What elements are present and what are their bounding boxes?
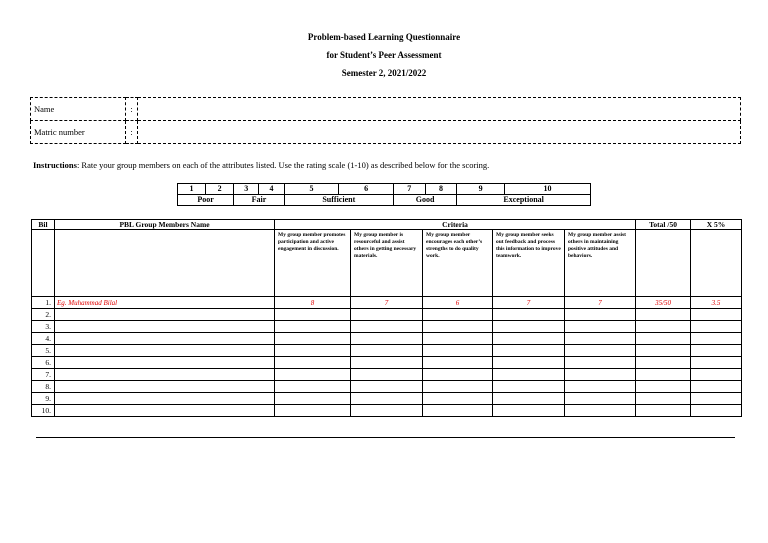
criteria-5-score[interactable]: 7 bbox=[565, 297, 636, 309]
scale-label-poor: Poor bbox=[178, 195, 234, 206]
criteria-4-score[interactable] bbox=[493, 393, 565, 405]
scale-number: 5 bbox=[284, 184, 339, 195]
member-name-cell[interactable] bbox=[55, 393, 275, 405]
table-row bbox=[32, 405, 742, 417]
criteria-5-description: My group member assist others in maintaining positive attitudes and behaviors. bbox=[565, 230, 636, 297]
criteria-5-score[interactable] bbox=[565, 345, 636, 357]
scale-label-good: Good bbox=[393, 195, 456, 206]
title-line-1: Problem-based Learning Questionnaire bbox=[307, 32, 461, 42]
criteria-1-score[interactable] bbox=[275, 333, 351, 345]
total-score[interactable] bbox=[636, 345, 691, 357]
criteria-2-score[interactable] bbox=[351, 393, 423, 405]
member-name-cell[interactable] bbox=[55, 321, 275, 333]
table-row bbox=[32, 297, 742, 309]
member-name-cell[interactable] bbox=[55, 405, 275, 417]
criteria-5-score[interactable] bbox=[565, 357, 636, 369]
criteria-3-score[interactable] bbox=[423, 321, 493, 333]
row-number: 2. bbox=[32, 309, 55, 321]
criteria-3-score[interactable] bbox=[423, 369, 493, 381]
bil-header: Bil bbox=[32, 220, 55, 230]
scale-label-sufficient: Sufficient bbox=[284, 195, 393, 206]
total-score[interactable] bbox=[636, 369, 691, 381]
row-number: 9. bbox=[32, 393, 55, 405]
total-score[interactable] bbox=[636, 357, 691, 369]
criteria-2-score[interactable] bbox=[351, 321, 423, 333]
row-number: 1. bbox=[32, 297, 55, 309]
colon: : bbox=[126, 121, 138, 144]
row-number: 8. bbox=[32, 381, 55, 393]
weighted-score[interactable] bbox=[691, 333, 742, 345]
criteria-3-score[interactable] bbox=[423, 393, 493, 405]
member-name-cell[interactable] bbox=[55, 381, 275, 393]
row-number: 10. bbox=[32, 405, 55, 417]
criteria-5-score[interactable] bbox=[565, 381, 636, 393]
scale-number: 3 bbox=[234, 184, 259, 195]
criteria-4-score[interactable] bbox=[493, 381, 565, 393]
criteria-4-score[interactable] bbox=[493, 345, 565, 357]
criteria-1-score[interactable]: 8 bbox=[275, 297, 351, 309]
total-score[interactable] bbox=[636, 333, 691, 345]
criteria-3-score[interactable] bbox=[423, 309, 493, 321]
criteria-5-score[interactable] bbox=[565, 405, 636, 417]
table-row bbox=[32, 357, 742, 369]
scale-number: 2 bbox=[206, 184, 234, 195]
criteria-1-score[interactable] bbox=[275, 357, 351, 369]
empty-cell bbox=[55, 230, 275, 297]
total-score[interactable] bbox=[636, 393, 691, 405]
total-score[interactable] bbox=[636, 321, 691, 333]
total-header: Total /50 bbox=[636, 220, 691, 230]
title-line-3: Semester 2, 2021/2022 bbox=[341, 68, 427, 78]
criteria-2-score[interactable] bbox=[351, 357, 423, 369]
criteria-1-score[interactable] bbox=[275, 321, 351, 333]
table-row bbox=[32, 321, 742, 333]
weighted-score[interactable] bbox=[691, 369, 742, 381]
member-name-cell[interactable] bbox=[55, 345, 275, 357]
weighted-score[interactable] bbox=[691, 405, 742, 417]
weighted-score[interactable] bbox=[691, 381, 742, 393]
name-field[interactable] bbox=[138, 98, 741, 121]
criteria-4-score[interactable] bbox=[493, 357, 565, 369]
empty-cell bbox=[32, 230, 55, 297]
name-row bbox=[31, 98, 741, 121]
weighted-score[interactable] bbox=[691, 345, 742, 357]
row-number: 6. bbox=[32, 357, 55, 369]
criteria-2-score[interactable] bbox=[351, 333, 423, 345]
criteria-1-score[interactable] bbox=[275, 381, 351, 393]
colon: : bbox=[126, 98, 138, 121]
criteria-2-score[interactable] bbox=[351, 381, 423, 393]
empty-cell bbox=[691, 230, 742, 297]
weighted-score[interactable]: 3.5 bbox=[691, 297, 742, 309]
scale-number: 1 bbox=[178, 184, 206, 195]
scale-number: 9 bbox=[457, 184, 505, 195]
criteria-2-description: My group member is resourceful and assist others in getting necessary materials. bbox=[351, 230, 423, 297]
weighted-score[interactable] bbox=[691, 393, 742, 405]
matric-label: Matric number bbox=[31, 121, 126, 144]
criteria-2-score[interactable] bbox=[351, 309, 423, 321]
rating-scale-table bbox=[177, 183, 591, 206]
criteria-description-row bbox=[32, 230, 742, 297]
member-name-cell[interactable] bbox=[55, 309, 275, 321]
bottom-divider bbox=[36, 437, 735, 438]
name-label: Name bbox=[31, 98, 126, 121]
criteria-1-score[interactable] bbox=[275, 309, 351, 321]
table-row bbox=[32, 309, 742, 321]
scale-number: 7 bbox=[393, 184, 425, 195]
scale-numbers-row bbox=[178, 184, 591, 195]
criteria-3-score[interactable] bbox=[423, 357, 493, 369]
criteria-3-score[interactable] bbox=[423, 345, 493, 357]
criteria-5-score[interactable] bbox=[565, 369, 636, 381]
scale-number: 8 bbox=[425, 184, 457, 195]
table-row bbox=[32, 381, 742, 393]
criteria-5-score[interactable] bbox=[565, 321, 636, 333]
criteria-3-score[interactable] bbox=[423, 381, 493, 393]
criteria-1-score[interactable] bbox=[275, 393, 351, 405]
criteria-1-score[interactable] bbox=[275, 369, 351, 381]
weighted-score[interactable] bbox=[691, 357, 742, 369]
member-name-cell[interactable] bbox=[55, 333, 275, 345]
total-score[interactable]: 35/50 bbox=[636, 297, 691, 309]
criteria-2-score[interactable] bbox=[351, 369, 423, 381]
scale-number: 6 bbox=[339, 184, 394, 195]
assessment-table bbox=[31, 219, 742, 417]
table-row bbox=[32, 333, 742, 345]
criteria-3-score[interactable] bbox=[423, 405, 493, 417]
criteria-1-description: My group member promotes participation and active engagement in discussion. bbox=[275, 230, 351, 297]
header-row bbox=[32, 220, 742, 230]
criteria-5-score[interactable] bbox=[565, 333, 636, 345]
total-score[interactable] bbox=[636, 309, 691, 321]
criteria-3-description: My group member encourages each other’s strengths to do quality work. bbox=[423, 230, 493, 297]
weighted-score[interactable] bbox=[691, 309, 742, 321]
criteria-4-score[interactable] bbox=[493, 309, 565, 321]
criteria-2-score[interactable] bbox=[351, 405, 423, 417]
criteria-4-score[interactable] bbox=[493, 369, 565, 381]
x5-header: X 5% bbox=[691, 220, 742, 230]
student-info-table bbox=[30, 97, 741, 144]
criteria-header: Criteria bbox=[275, 220, 636, 230]
criteria-4-score[interactable] bbox=[493, 405, 565, 417]
criteria-4-score[interactable]: 7 bbox=[493, 297, 565, 309]
scale-number: 10 bbox=[505, 184, 591, 195]
criteria-3-score[interactable] bbox=[423, 333, 493, 345]
criteria-3-score[interactable]: 6 bbox=[423, 297, 493, 309]
title-line-2: for Student’s Peer Assessment bbox=[326, 50, 442, 60]
scale-label-fair: Fair bbox=[234, 195, 285, 206]
criteria-5-score[interactable] bbox=[565, 309, 636, 321]
table-row bbox=[32, 369, 742, 381]
instructions-text: : Rate your group members on each of the attributes listed. Use the rating scale (1-10) as described below for the scoring. bbox=[76, 160, 490, 170]
matric-row bbox=[31, 121, 741, 144]
name-header: PBL Group Members Name bbox=[55, 220, 275, 230]
member-name-cell[interactable]: Eg. Muhammad Bilal bbox=[55, 297, 275, 309]
row-number: 5. bbox=[32, 345, 55, 357]
empty-cell bbox=[636, 230, 691, 297]
table-row bbox=[32, 345, 742, 357]
matric-field[interactable] bbox=[138, 121, 741, 144]
scale-labels-row bbox=[178, 195, 591, 206]
criteria-4-description: My group member seeks out feedback and process this information to improve teamwork. bbox=[493, 230, 565, 297]
criteria-1-score[interactable] bbox=[275, 345, 351, 357]
total-score[interactable] bbox=[636, 381, 691, 393]
criteria-2-score[interactable]: 7 bbox=[351, 297, 423, 309]
total-score[interactable] bbox=[636, 405, 691, 417]
criteria-5-score[interactable] bbox=[565, 393, 636, 405]
weighted-score[interactable] bbox=[691, 321, 742, 333]
member-name-cell[interactable] bbox=[55, 357, 275, 369]
scale-number: 4 bbox=[259, 184, 284, 195]
criteria-1-score[interactable] bbox=[275, 405, 351, 417]
table-row bbox=[32, 393, 742, 405]
row-number: 3. bbox=[32, 321, 55, 333]
instructions-label: Instructions bbox=[33, 160, 77, 170]
criteria-2-score[interactable] bbox=[351, 345, 423, 357]
row-number: 4. bbox=[32, 333, 55, 345]
row-number: 7. bbox=[32, 369, 55, 381]
member-name-cell[interactable] bbox=[55, 369, 275, 381]
criteria-4-score[interactable] bbox=[493, 333, 565, 345]
criteria-4-score[interactable] bbox=[493, 321, 565, 333]
form-title bbox=[0, 31, 768, 85]
instructions bbox=[33, 160, 489, 170]
scale-label-exceptional: Exceptional bbox=[457, 195, 591, 206]
